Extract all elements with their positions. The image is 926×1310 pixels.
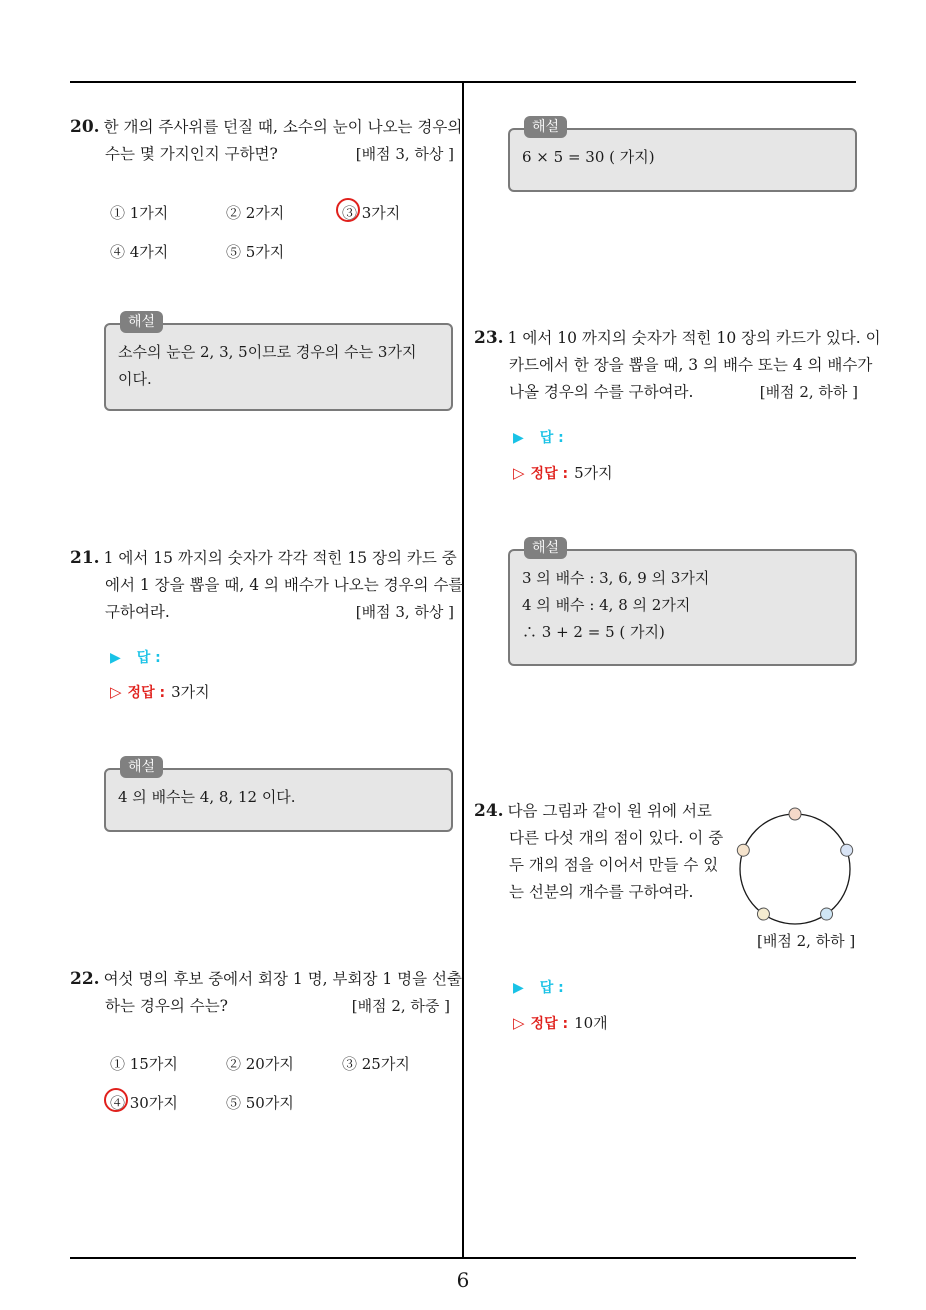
answer-row-24 xyxy=(513,976,564,999)
correct-label: 정답 : xyxy=(127,685,166,701)
question-text-line: 한 개의 주사위를 던질 때, 소수의 눈이 나오는 경우의 xyxy=(103,118,463,136)
circle-point xyxy=(737,844,749,856)
choice-1[interactable]: ① 15가지 xyxy=(110,1055,178,1073)
selected-answer-circle xyxy=(336,198,360,222)
correct-label: 정답 : xyxy=(530,1016,569,1032)
correct-value: 5가지 xyxy=(574,464,613,482)
question-text-line: 다음 그림과 같이 원 위에 서로 xyxy=(507,802,712,820)
explanation-box-21 xyxy=(104,759,453,832)
question-text-line: 구하여라. xyxy=(105,603,170,621)
correct-arrow-icon: ▷ xyxy=(513,1014,525,1032)
choice-2[interactable]: ② 2가지 xyxy=(226,204,285,222)
correct-label: 정답 : xyxy=(530,466,569,482)
answer-label: 답 : xyxy=(136,650,161,666)
question-number: 20. xyxy=(70,117,100,137)
score-meta: [배점 3, 하상 ] xyxy=(355,603,454,621)
figure-circle xyxy=(740,814,850,924)
choice-label: ③ 3가지 xyxy=(342,204,401,222)
question-text-line: 에서 1 장을 뽑을 때, 4 의 배수가 나오는 경우의 수를 xyxy=(105,576,464,594)
answer-arrow-icon: ▶ xyxy=(513,430,524,446)
score-meta: [배점 2, 하중 ] xyxy=(351,997,450,1015)
question-text-line: 하는 경우의 수는? xyxy=(105,997,228,1015)
choice-3[interactable]: ③ 25가지 xyxy=(342,1055,410,1073)
score-meta: [배점 3, 하상 ] xyxy=(355,145,454,163)
question-number: 24. xyxy=(474,801,504,821)
explanation-line: 소수의 눈은 2, 3, 5이므로 경우의 수는 3가지 xyxy=(118,343,417,361)
explanation-box-20 xyxy=(104,314,453,411)
correct-answer-row-24 xyxy=(513,1012,608,1035)
explanation-tag: 해설 xyxy=(524,537,567,559)
correct-answer-row-21 xyxy=(110,681,210,704)
circle-point xyxy=(757,908,769,920)
question-text-line: 1 에서 15 까지의 숫자가 각각 적힌 15 장의 카드 중 xyxy=(103,549,457,567)
question-text-line: 다른 다섯 개의 점이 있다. 이 중 xyxy=(509,829,724,847)
choice-label: ④ 30가지 xyxy=(110,1094,178,1112)
selected-answer-circle xyxy=(104,1088,128,1112)
question-23 xyxy=(474,325,881,406)
answer-row-23 xyxy=(513,426,564,449)
question-22 xyxy=(70,966,462,1020)
question-text-line: 두 개의 점을 이어서 만들 수 있 xyxy=(509,856,719,874)
correct-arrow-icon: ▷ xyxy=(513,464,525,482)
explanation-line: 3 의 배수 : 3, 6, 9 의 3가지 xyxy=(522,569,710,587)
choice-4[interactable]: ④ 4가지 xyxy=(110,243,169,261)
choice-1[interactable]: ① 1가지 xyxy=(110,204,169,222)
explanation-line: 이다. xyxy=(118,370,152,388)
explanation-box-22 xyxy=(508,119,857,192)
answer-arrow-icon: ▶ xyxy=(513,980,524,996)
question-text-line: 여섯 명의 후보 중에서 회장 1 명, 부회장 1 명을 선출 xyxy=(103,970,462,988)
question-number: 23. xyxy=(474,328,504,348)
question-number: 21. xyxy=(70,548,100,568)
circle-point xyxy=(841,844,853,856)
column-divider xyxy=(462,82,464,1258)
explanation-tag: 해설 xyxy=(524,116,567,138)
score-meta: [배점 2, 하하 ] xyxy=(759,383,858,401)
choice-5[interactable]: ⑤ 5가지 xyxy=(226,243,285,261)
question-text-line: 는 선분의 개수를 구하여라. xyxy=(509,883,694,901)
question-text-line: 1 에서 10 까지의 숫자가 적힌 10 장의 카드가 있다. 이 xyxy=(507,329,881,347)
explanation-box-23 xyxy=(508,540,857,666)
correct-arrow-icon: ▷ xyxy=(110,683,122,701)
correct-value: 10개 xyxy=(574,1014,608,1032)
question-20 xyxy=(70,114,463,168)
explanation-line: 4 의 배수는 4, 8, 12 이다. xyxy=(118,788,296,806)
explanation-line: 4 의 배수 : 4, 8 의 2가지 xyxy=(522,596,691,614)
choice-4[interactable] xyxy=(110,1092,178,1113)
answer-row-21 xyxy=(110,646,161,669)
explanation-tag: 해설 xyxy=(120,756,163,778)
explanation-tag: 해설 xyxy=(120,311,163,333)
page-number: 6 xyxy=(456,1268,470,1292)
question-21 xyxy=(70,545,464,626)
answer-label: 답 : xyxy=(539,430,564,446)
circle-point xyxy=(789,808,801,820)
question-text-line: 나올 경우의 수를 구하여라. xyxy=(509,383,694,401)
answer-label: 답 : xyxy=(539,980,564,996)
score-meta-24: [배점 2, 하하 ] xyxy=(757,932,856,950)
explanation-line: 6 × 5 = 30 ( 가지) xyxy=(522,148,655,166)
circle-five-points-figure xyxy=(732,806,858,926)
correct-value: 3가지 xyxy=(171,683,210,701)
choice-5[interactable]: ⑤ 50가지 xyxy=(226,1094,294,1112)
question-number: 22. xyxy=(70,969,100,989)
choice-2[interactable]: ② 20가지 xyxy=(226,1055,294,1073)
choice-3[interactable] xyxy=(342,202,400,223)
explanation-line: ∴ 3 + 2 = 5 ( 가지) xyxy=(522,623,665,641)
question-24 xyxy=(474,798,724,906)
question-text-line: 수는 몇 가지인지 구하면? xyxy=(105,145,278,163)
bottom-rule xyxy=(70,1257,856,1259)
correct-answer-row-23 xyxy=(513,462,613,485)
question-text-line: 카드에서 한 장을 뽑을 때, 3 의 배수 또는 4 의 배수가 xyxy=(509,356,873,374)
answer-arrow-icon: ▶ xyxy=(110,650,121,666)
circle-point xyxy=(821,908,833,920)
